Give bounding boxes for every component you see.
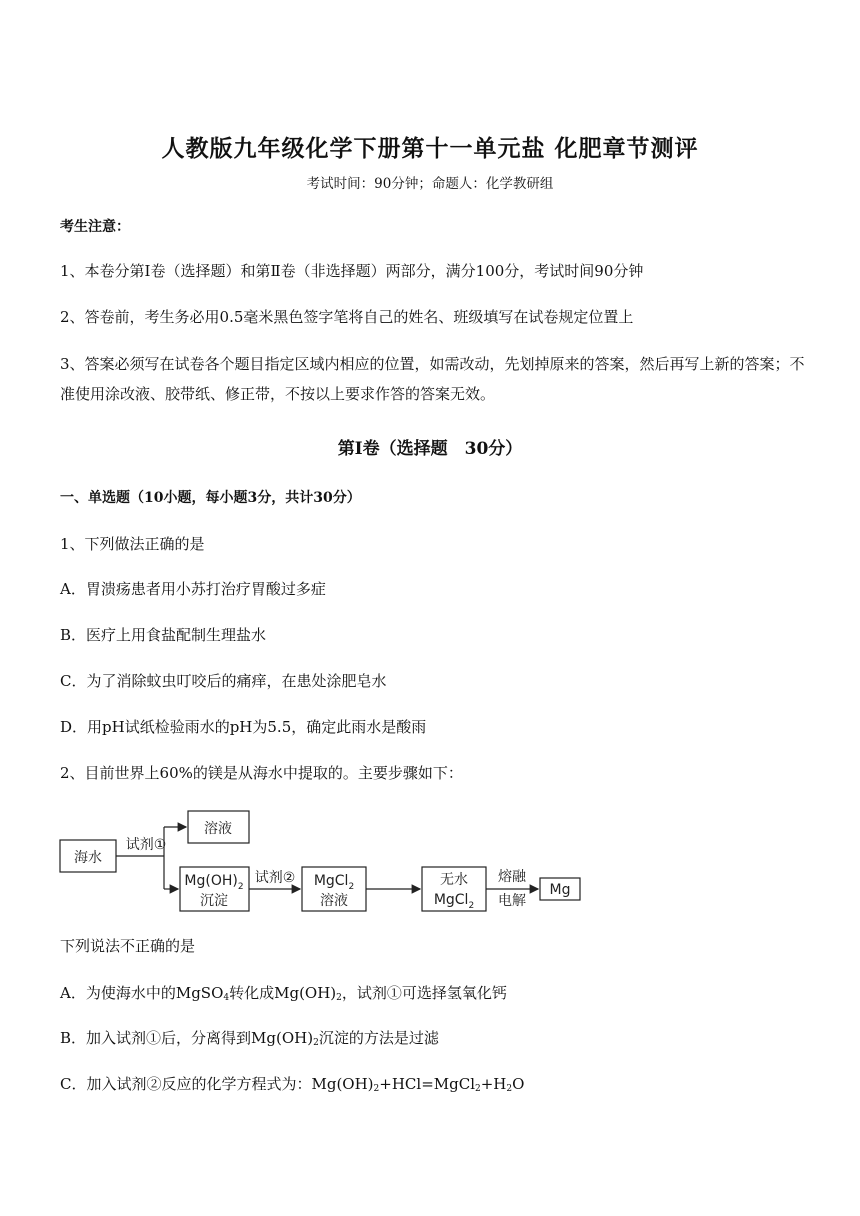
question-1-stem: 1、下列做法正确的是 [60,535,205,553]
question-2-option-b: B．加入试剂①后，分离得到$Mg(OH)_2$沉淀的方法是过滤 [60,1029,439,1048]
question-1-option-c: C．为了消除蚊虫叮咬后的痛痒，在患处涂肥皂水 [60,672,387,690]
mgcl2-solution-label: 溶液 [320,893,348,909]
section-title: 第Ⅰ卷（选择题 30分） [337,439,523,459]
seawater-label: 海水 [74,850,102,866]
precipitate-label: 沉淀 [200,893,228,909]
question-1-option-d: D．用pH试纸检验雨水的pH为5.5，确定此雨水是酸雨 [60,718,427,736]
electrolysis-label: 电解 [498,893,526,909]
mg-label: Mg [549,882,571,898]
question-2-option-a: A．为使海水中的MgSO$_4$转化成$Mg(OH)_2$，试剂①可选择氢氧化钙 [60,984,507,1003]
notice-item-3: 3、答案必须写在试卷各个题目指定区域内相应的位置，如需改动，先划掉原来的答案，然后再写上新的答案；不准使用涂改液、胶带纸、修正带，不按以上要求作答的答案无效。 [60,355,805,403]
notice-heading: 考生注意： [60,219,130,235]
reagent1-label: 试剂① [125,837,167,853]
magnesium-extraction-flowchart [58,805,588,915]
exam-info: 考试时间：90分钟；命题人：化学教研组 [306,176,554,192]
melt-label: 熔融 [498,869,526,885]
question-2-prompt: 下列说法不正确的是 [60,937,196,955]
question-1-option-b: B．医疗上用食盐配制生理盐水 [60,626,267,644]
anhydrous-mgcl2-label: MgCl$_2$ [433,892,475,911]
question-2-option-c: C．加入试剂②反应的化学方程式为：$Mg(OH)_2+HCl=MgCl_2+H_2O$ [60,1075,525,1094]
anhydrous-label: 无水 [440,872,468,888]
mgcl2-label: MgCl$_2$ [313,873,355,892]
mgoh2-label: $Mg(OH)_2$ [184,873,244,892]
page-title: 人教版九年级化学下册第十一单元盐 化肥章节测评 [161,135,699,162]
question-1-option-a: A．胃溃疡患者用小苏打治疗胃酸过多症 [60,580,326,598]
reagent2-label: 试剂② [254,870,296,886]
notice-item-1: 1、本卷分第Ⅰ卷（选择题）和第Ⅱ卷（非选择题）两部分，满分100分，考试时间90分钟 [60,262,644,280]
notice-item-2: 2、答卷前，考生务必用0.5毫米黑色签字笔将自己的姓名、班级填写在试卷规定位置上 [60,308,634,326]
question-2-stem: 2、目前世界上60%的镁是从海水中提取的。主要步骤如下： [60,764,463,782]
part-heading: 一、单选题（10小题，每小题3分，共计30分） [60,490,361,506]
solution-label: 溶液 [204,821,232,837]
